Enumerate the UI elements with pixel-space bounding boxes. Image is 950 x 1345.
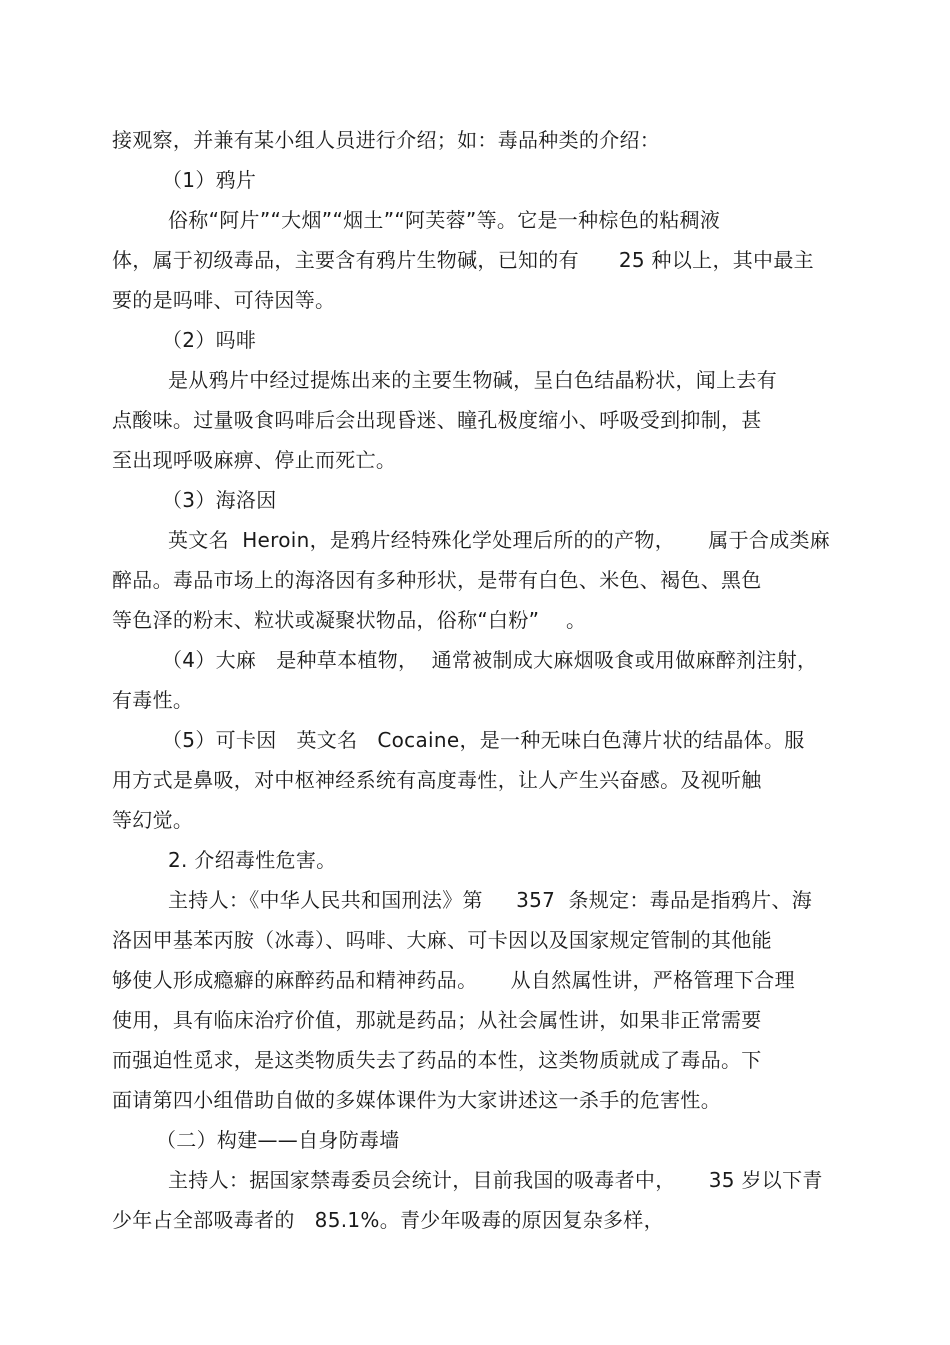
text-line: 要的是吗啡、可待因等。 xyxy=(112,288,336,312)
text-line: 使用，具有临床治疗价值，那就是药品；从社会属性讲，如果非正常需要 xyxy=(112,1008,762,1032)
text-line: 至出现呼吸麻痹、停止而死亡。 xyxy=(112,448,397,472)
text-line: 点酸味。过量吸食吗啡后会出现昏迷、瞳孔极度缩小、呼吸受到抑制，甚 xyxy=(112,408,762,432)
text-line: 够使人形成瘾癖的麻醉药品和精神药品。 从自然属性讲，严格管理下合理 xyxy=(112,968,795,992)
text-line: 主持人：据国家禁毒委员会统计，目前我国的吸毒者中， 35 岁以下青 xyxy=(168,1168,823,1192)
text-line: （5）可卡因 英文名 Cocaine，是一种无味白色薄片状的结晶体。服 xyxy=(162,728,805,752)
text-line: 等幻觉。 xyxy=(112,808,194,832)
section-heading: （1）鸦片 xyxy=(162,168,257,192)
text-line: 俗称“阿片”“大烟”“烟土”“阿芙蓉”等。它是一种棕色的粘稠液 xyxy=(168,208,721,232)
text-line: 主持人：《中华人民共和国刑法》第 357 条规定：毒品是指鸦片、海 xyxy=(168,888,813,912)
section-heading: （3）海洛因 xyxy=(162,488,277,512)
text-line: 英文名 Heroin，是鸦片经特殊化学处理后所的的产物， 属于合成类麻 xyxy=(168,528,831,552)
text-line: 是从鸦片中经过提炼出来的主要生物碱，呈白色结晶粉状，闻上去有 xyxy=(168,368,777,392)
text-line: 面请第四小组借助自做的多媒体课件为大家讲述这一杀手的危害性。 xyxy=(112,1088,721,1112)
text-line: 有毒性。 xyxy=(112,688,194,712)
text-line: 醉品。毒品市场上的海洛因有多种形状，是带有白色、米色、褐色、黑色 xyxy=(112,568,762,592)
text-line: 而强迫性觅求，是这类物质失去了药品的本性，这类物质就成了毒品。下 xyxy=(112,1048,762,1072)
text-line: 等色泽的粉末、粒状或凝聚状物品，俗称“白粉” 。 xyxy=(112,608,587,632)
text-line: 洛因甲基苯丙胺（冰毒）、吗啡、大麻、可卡因以及国家规定管制的其他能 xyxy=(112,928,772,952)
text-line: 少年占全部吸毒者的 85.1%。青少年吸毒的原因复杂多样， xyxy=(112,1208,664,1232)
text-line: 体，属于初级毒品，主要含有鸦片生物碱，已知的有 25 种以上，其中最主 xyxy=(112,248,814,272)
text-line: 用方式是鼻吸，对中枢神经系统有高度毒性，让人产生兴奋感。及视听触 xyxy=(112,768,762,792)
section-heading: （2）吗啡 xyxy=(162,328,257,352)
section-heading: 2. 介绍毒性危害。 xyxy=(168,848,337,872)
text-line: （4）大麻 是种草本植物， 通常被制成大麻烟吸食或用做麻醉剂注射， xyxy=(162,648,818,672)
section-heading: （二）构建——自身防毒墙 xyxy=(156,1128,400,1152)
text-line: 接观察，并兼有某小组人员进行介绍；如：毒品种类的介绍： xyxy=(112,128,661,152)
